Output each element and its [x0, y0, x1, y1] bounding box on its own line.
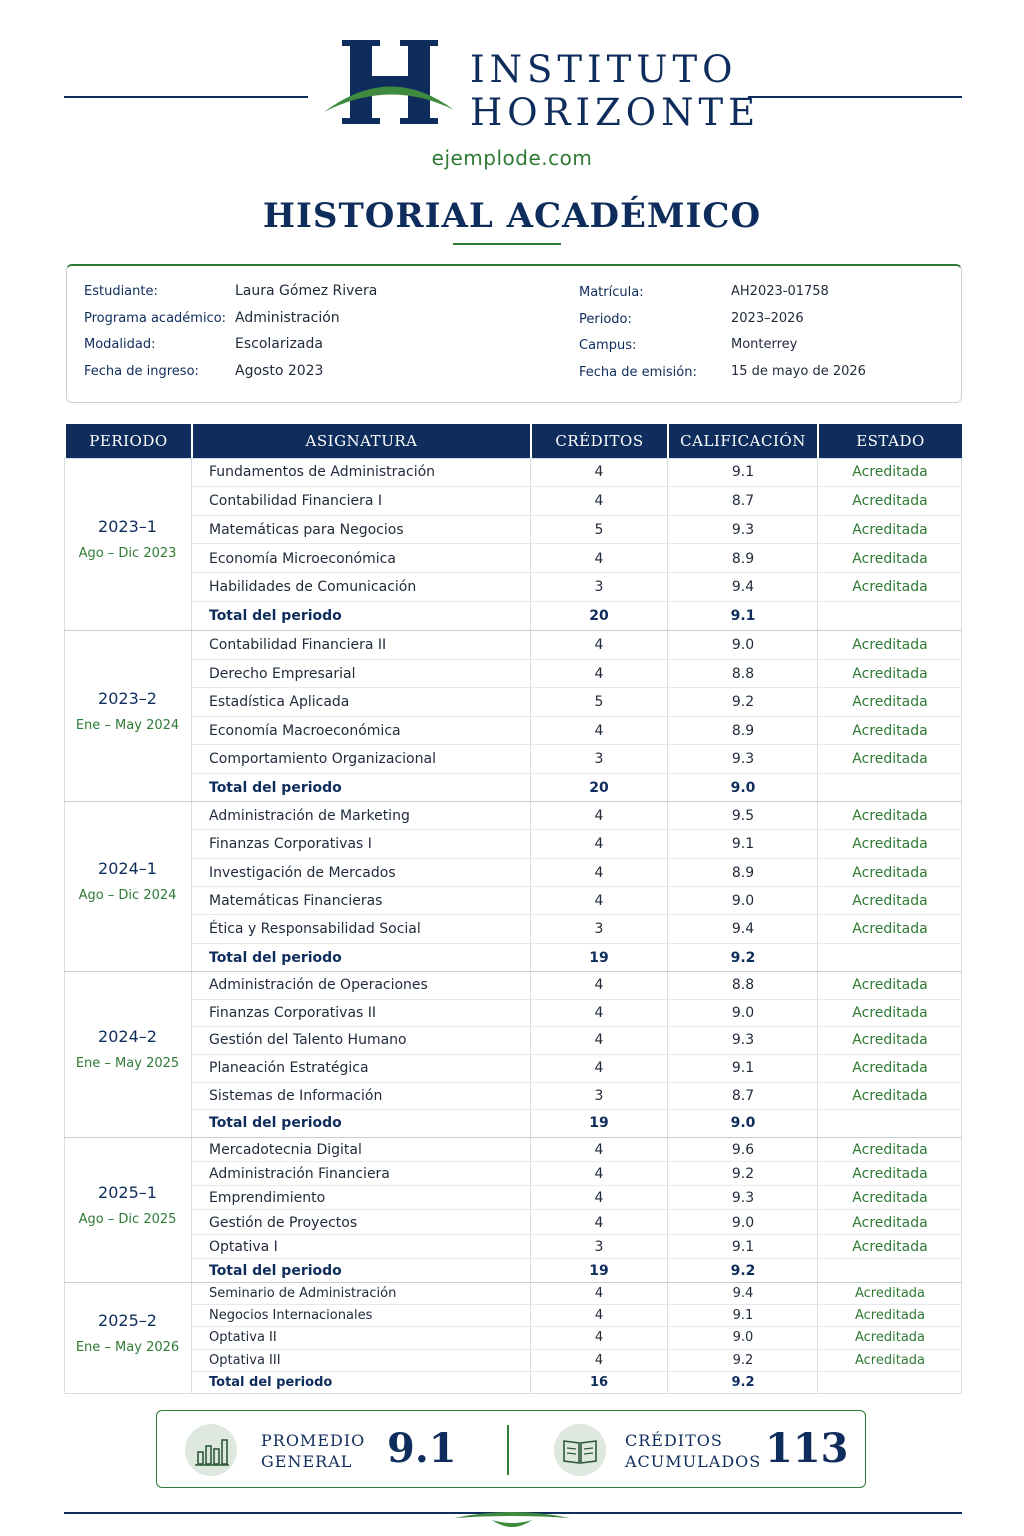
course-status: Acreditada: [852, 464, 928, 480]
course-credits: 5: [594, 521, 604, 538]
course-status: Acreditada: [852, 637, 928, 653]
info-label: Estudiante:: [84, 284, 158, 299]
info-label: Matrícula:: [579, 285, 644, 300]
period-total-row: [191, 602, 962, 631]
period-block: [64, 458, 962, 631]
course-status: Acreditada: [852, 921, 928, 938]
course-status: Acreditada: [854, 1330, 925, 1346]
institute-name-line1: INSTITUTO: [470, 48, 738, 91]
total-credits: 16: [589, 1374, 609, 1390]
column-header-period: PERIODO: [66, 424, 193, 458]
course-credits: 4: [594, 1308, 604, 1324]
course-credits: 4: [594, 977, 604, 993]
course-name: Administración de Marketing: [209, 808, 410, 824]
table-row: [191, 1027, 962, 1055]
period-total-row: [191, 1110, 962, 1138]
info-value: 2023–2026: [731, 311, 804, 326]
period-code: 2023–1: [98, 516, 157, 536]
bar-chart-icon: [185, 1424, 237, 1476]
course-credits: 4: [594, 1032, 604, 1049]
average-label: [261, 1430, 365, 1472]
course-credits: 4: [594, 893, 604, 909]
course-grade: 8.9: [731, 722, 755, 739]
open-book-icon: [554, 1424, 606, 1476]
course-grade: 9.1: [732, 1308, 754, 1324]
course-credits: 3: [594, 1087, 604, 1104]
total-label: Total del periodo: [209, 949, 342, 966]
course-credits: 4: [594, 1330, 604, 1346]
course-credits: 3: [594, 579, 604, 596]
info-value: Laura Gómez Rivera: [235, 283, 378, 299]
course-grade: 9.4: [731, 921, 755, 938]
course-name: Planeación Estratégica: [209, 1060, 369, 1076]
course-grade: 9.1: [731, 464, 755, 480]
period-total-row: [191, 944, 962, 972]
table-row: [191, 1283, 962, 1305]
course-name: Negocios Internacionales: [209, 1308, 373, 1324]
info-value: Escolarizada: [235, 336, 323, 352]
header: [0, 28, 1024, 148]
course-credits: 4: [594, 1190, 604, 1207]
info-label: Periodo:: [579, 312, 632, 327]
course-name: Gestión de Proyectos: [209, 1214, 358, 1231]
table-row: [191, 1186, 962, 1210]
table-row: [191, 745, 962, 774]
table-row: [191, 631, 962, 660]
title-underline: [453, 243, 561, 245]
table-row: [191, 1211, 962, 1235]
course-name: Seminario de Administración: [209, 1286, 397, 1301]
course-status: Acreditada: [854, 1308, 925, 1324]
course-grade: 8.9: [731, 550, 755, 567]
page-title: HISTORIAL ACADÉMICO: [262, 196, 762, 236]
course-status: Acreditada: [854, 1286, 925, 1301]
credits-label-line1: CRÉDITOS: [625, 1431, 723, 1450]
course-credits: 4: [594, 637, 604, 653]
course-status: Acreditada: [852, 665, 928, 682]
course-name: Habilidades de Comunicación: [209, 579, 417, 596]
course-name: Optativa II: [209, 1330, 277, 1346]
period-block: [64, 631, 962, 802]
course-grade: 9.3: [731, 1190, 755, 1207]
period-block: [64, 802, 962, 972]
course-status: Acreditada: [852, 977, 928, 993]
course-credits: 4: [594, 836, 604, 853]
course-status: Acreditada: [852, 1238, 928, 1255]
period-code: 2023–2: [98, 688, 157, 708]
table-row: [191, 516, 962, 545]
course-name: Comportamiento Organizacional: [209, 751, 436, 767]
table-row: [191, 545, 962, 574]
table-row: [191, 1138, 962, 1162]
institute-name: [470, 48, 760, 134]
course-credits: 4: [594, 1060, 604, 1076]
credits-label: [625, 1430, 761, 1472]
total-credits: 19: [589, 949, 609, 966]
course-grade: 9.0: [731, 1214, 755, 1231]
period-code: 2024–1: [98, 859, 157, 878]
student-info-panel: [66, 264, 962, 403]
course-credits: 4: [594, 1142, 604, 1158]
course-grade: 9.1: [731, 836, 755, 853]
course-credits: 4: [594, 492, 604, 509]
institute-name-line2: HORIZONTE: [470, 91, 761, 134]
course-grade: 9.4: [732, 1286, 754, 1301]
column-header-subject: ASIGNATURA: [193, 424, 532, 458]
table-row: [191, 830, 962, 858]
table-row: [191, 1162, 962, 1186]
course-grade: 9.5: [731, 808, 755, 824]
total-credits: 19: [589, 1262, 609, 1279]
course-grade: 9.2: [731, 1166, 755, 1183]
course-status: Acreditada: [852, 1032, 928, 1049]
column-header-grade: CALIFICACIÓN: [669, 424, 819, 458]
course-status: Acreditada: [852, 1166, 928, 1183]
info-value: 15 de mayo de 2026: [731, 364, 866, 379]
table-row: [191, 688, 962, 717]
course-status: Acreditada: [852, 864, 928, 881]
period-code: 2025–2: [98, 1310, 157, 1330]
total-label: Total del periodo: [209, 1262, 342, 1279]
course-grade: 9.4: [731, 579, 755, 596]
period-block: [64, 1283, 962, 1394]
course-name: Ética y Responsabilidad Social: [209, 921, 421, 938]
period-code: 2024–2: [98, 1027, 157, 1046]
info-label: Campus:: [579, 338, 637, 353]
total-label: Total del periodo: [209, 1374, 333, 1390]
header-rule-left: [64, 96, 308, 98]
course-grade: 9.2: [732, 1352, 754, 1368]
course-credits: 4: [594, 808, 604, 824]
course-status: Acreditada: [852, 579, 928, 596]
course-status: Acreditada: [852, 722, 928, 739]
course-status: Acreditada: [852, 1214, 928, 1231]
table-row: [191, 1235, 962, 1259]
course-grade: 9.6: [731, 1142, 755, 1158]
period-block: [64, 972, 962, 1138]
period-cell: [64, 1311, 191, 1355]
course-credits: 3: [594, 921, 604, 938]
table-row: [191, 972, 962, 1000]
course-status: Acreditada: [852, 1190, 928, 1207]
period-code: 2025–1: [98, 1182, 157, 1202]
course-name: Matemáticas para Negocios: [209, 521, 404, 538]
course-name: Matemáticas Financieras: [209, 893, 383, 909]
course-credits: 4: [594, 1352, 604, 1368]
course-status: Acreditada: [854, 1352, 925, 1368]
course-name: Contabilidad Financiera II: [209, 637, 387, 653]
course-name: Administración Financiera: [209, 1166, 390, 1183]
course-credits: 3: [594, 1238, 604, 1255]
period-block: [64, 1138, 962, 1283]
summary-panel: [156, 1410, 866, 1488]
course-status: Acreditada: [852, 694, 928, 710]
table-row: [191, 487, 962, 516]
info-value: AH2023-01758: [731, 284, 829, 299]
course-grade: 9.0: [732, 1330, 754, 1346]
total-grade: 9.0: [730, 779, 756, 796]
period-cell: [64, 689, 191, 733]
course-status: Acreditada: [852, 550, 928, 567]
course-credits: 3: [594, 751, 604, 767]
table-row: [191, 573, 962, 602]
course-name: Economía Microeconómica: [209, 550, 396, 567]
period-range: Ene – May 2024: [75, 717, 180, 733]
course-name: Gestión del Talento Humano: [209, 1032, 407, 1049]
info-value: Administración: [235, 310, 340, 326]
course-name: Economía Macroeconómica: [209, 722, 401, 739]
total-grade: 9.0: [730, 1115, 756, 1132]
course-status: Acreditada: [852, 1142, 928, 1158]
table-row: [191, 915, 962, 943]
info-value: Monterrey: [731, 337, 798, 352]
course-grade: 9.1: [731, 1060, 755, 1076]
table-row: [191, 802, 962, 830]
info-value: Agosto 2023: [235, 363, 324, 379]
course-status: Acreditada: [852, 836, 928, 853]
course-status: Acreditada: [852, 521, 928, 538]
period-cell: [64, 1183, 191, 1227]
course-grade: 9.3: [731, 1032, 755, 1049]
course-grade: 8.8: [731, 665, 755, 682]
period-total-row: [191, 1372, 962, 1394]
course-status: Acreditada: [852, 1087, 928, 1104]
total-label: Total del periodo: [209, 1115, 342, 1132]
institute-logo-icon: [320, 28, 460, 138]
table-row: [191, 1000, 962, 1028]
period-range: Ago – Dic 2024: [78, 888, 177, 903]
course-grade: 9.0: [731, 637, 755, 653]
course-name: Estadística Aplicada: [209, 694, 350, 710]
credits-value: 113: [765, 1425, 849, 1472]
course-name: Finanzas Corporativas II: [209, 1004, 377, 1021]
course-name: Administración de Operaciones: [209, 977, 428, 993]
table-row: [191, 1305, 962, 1327]
total-label: Total del periodo: [209, 779, 342, 796]
course-credits: 4: [594, 722, 604, 739]
total-credits: 20: [589, 779, 609, 796]
info-label: Fecha de ingreso:: [84, 364, 199, 379]
table-row: [191, 887, 962, 915]
period-range: Ene – May 2026: [75, 1339, 180, 1355]
course-grade: 8.7: [731, 492, 755, 509]
course-name: Contabilidad Financiera I: [209, 492, 383, 509]
credits-label-line2: ACUMULADOS: [625, 1452, 762, 1471]
table-row: [191, 1083, 962, 1111]
average-label-line1: PROMEDIO: [261, 1431, 366, 1450]
table-row: [191, 1055, 962, 1083]
course-grade: 9.3: [731, 751, 755, 767]
course-grade: 9.2: [731, 694, 755, 710]
course-status: Acreditada: [852, 751, 928, 767]
course-grade: 8.9: [731, 864, 755, 881]
course-status: Acreditada: [852, 893, 928, 909]
period-cell: [64, 1027, 191, 1071]
period-range: Ago – Dic 2023: [78, 545, 177, 561]
table-row: [191, 859, 962, 887]
course-name: Sistemas de Información: [209, 1087, 383, 1104]
course-name: Mercadotecnia Digital: [209, 1142, 362, 1158]
course-name: Optativa III: [209, 1352, 281, 1368]
course-name: Fundamentos de Administración: [209, 464, 436, 480]
header-rule-right: [748, 96, 962, 98]
period-total-row: [191, 1259, 962, 1283]
info-label: Modalidad:: [84, 337, 156, 352]
total-credits: 19: [589, 1115, 609, 1132]
table-row: [191, 1327, 962, 1349]
period-cell: [64, 517, 191, 561]
info-label: Programa académico:: [84, 311, 227, 326]
course-grade: 8.7: [731, 1087, 755, 1104]
total-grade: 9.1: [730, 608, 756, 625]
course-status: Acreditada: [852, 1004, 928, 1021]
summary-divider: [507, 1425, 509, 1475]
table-header: [66, 424, 962, 458]
period-total-row: [191, 774, 962, 803]
course-name: Investigación de Mercados: [209, 864, 396, 881]
course-credits: 4: [594, 1166, 604, 1183]
course-name: Finanzas Corporativas I: [209, 836, 372, 853]
leaf-ornament-icon: [452, 1508, 572, 1536]
period-range: Ene – May 2025: [75, 1056, 180, 1071]
website-link[interactable]: ejemplode.com: [431, 146, 593, 170]
course-grade: 8.8: [731, 977, 755, 993]
course-credits: 4: [594, 550, 604, 567]
course-status: Acreditada: [852, 492, 928, 509]
course-grade: 9.0: [731, 893, 755, 909]
column-header-status: ESTADO: [856, 432, 925, 450]
total-credits: 20: [589, 608, 609, 625]
table-row: [191, 660, 962, 689]
course-credits: 4: [594, 1004, 604, 1021]
average-value: 9.1: [387, 1425, 457, 1472]
course-grade: 9.3: [731, 521, 755, 538]
course-credits: 4: [594, 665, 604, 682]
course-credits: 5: [594, 694, 604, 710]
course-name: Derecho Empresarial: [209, 665, 356, 682]
course-status: Acreditada: [852, 808, 928, 824]
course-credits: 4: [594, 864, 604, 881]
course-name: Optativa I: [209, 1238, 278, 1255]
info-label: Fecha de emisión:: [579, 365, 697, 380]
course-status: Acreditada: [852, 1060, 928, 1076]
period-range: Ago – Dic 2025: [78, 1211, 177, 1227]
course-grade: 9.1: [731, 1238, 755, 1255]
total-grade: 9.2: [730, 1262, 756, 1279]
course-credits: 4: [594, 1286, 604, 1301]
total-grade: 9.2: [730, 949, 756, 966]
total-label: Total del periodo: [209, 608, 342, 625]
course-grade: 9.0: [731, 1004, 755, 1021]
period-cell: [64, 859, 191, 903]
table-row: [191, 1350, 962, 1372]
table-row: [191, 458, 962, 487]
column-header-credits: CRÉDITOS: [532, 424, 669, 458]
total-grade: 9.2: [731, 1374, 755, 1390]
course-credits: 4: [594, 464, 604, 480]
table-row: [191, 717, 962, 746]
course-name: Emprendimiento: [209, 1190, 326, 1207]
course-credits: 4: [594, 1214, 604, 1231]
average-label-line2: GENERAL: [261, 1452, 353, 1471]
